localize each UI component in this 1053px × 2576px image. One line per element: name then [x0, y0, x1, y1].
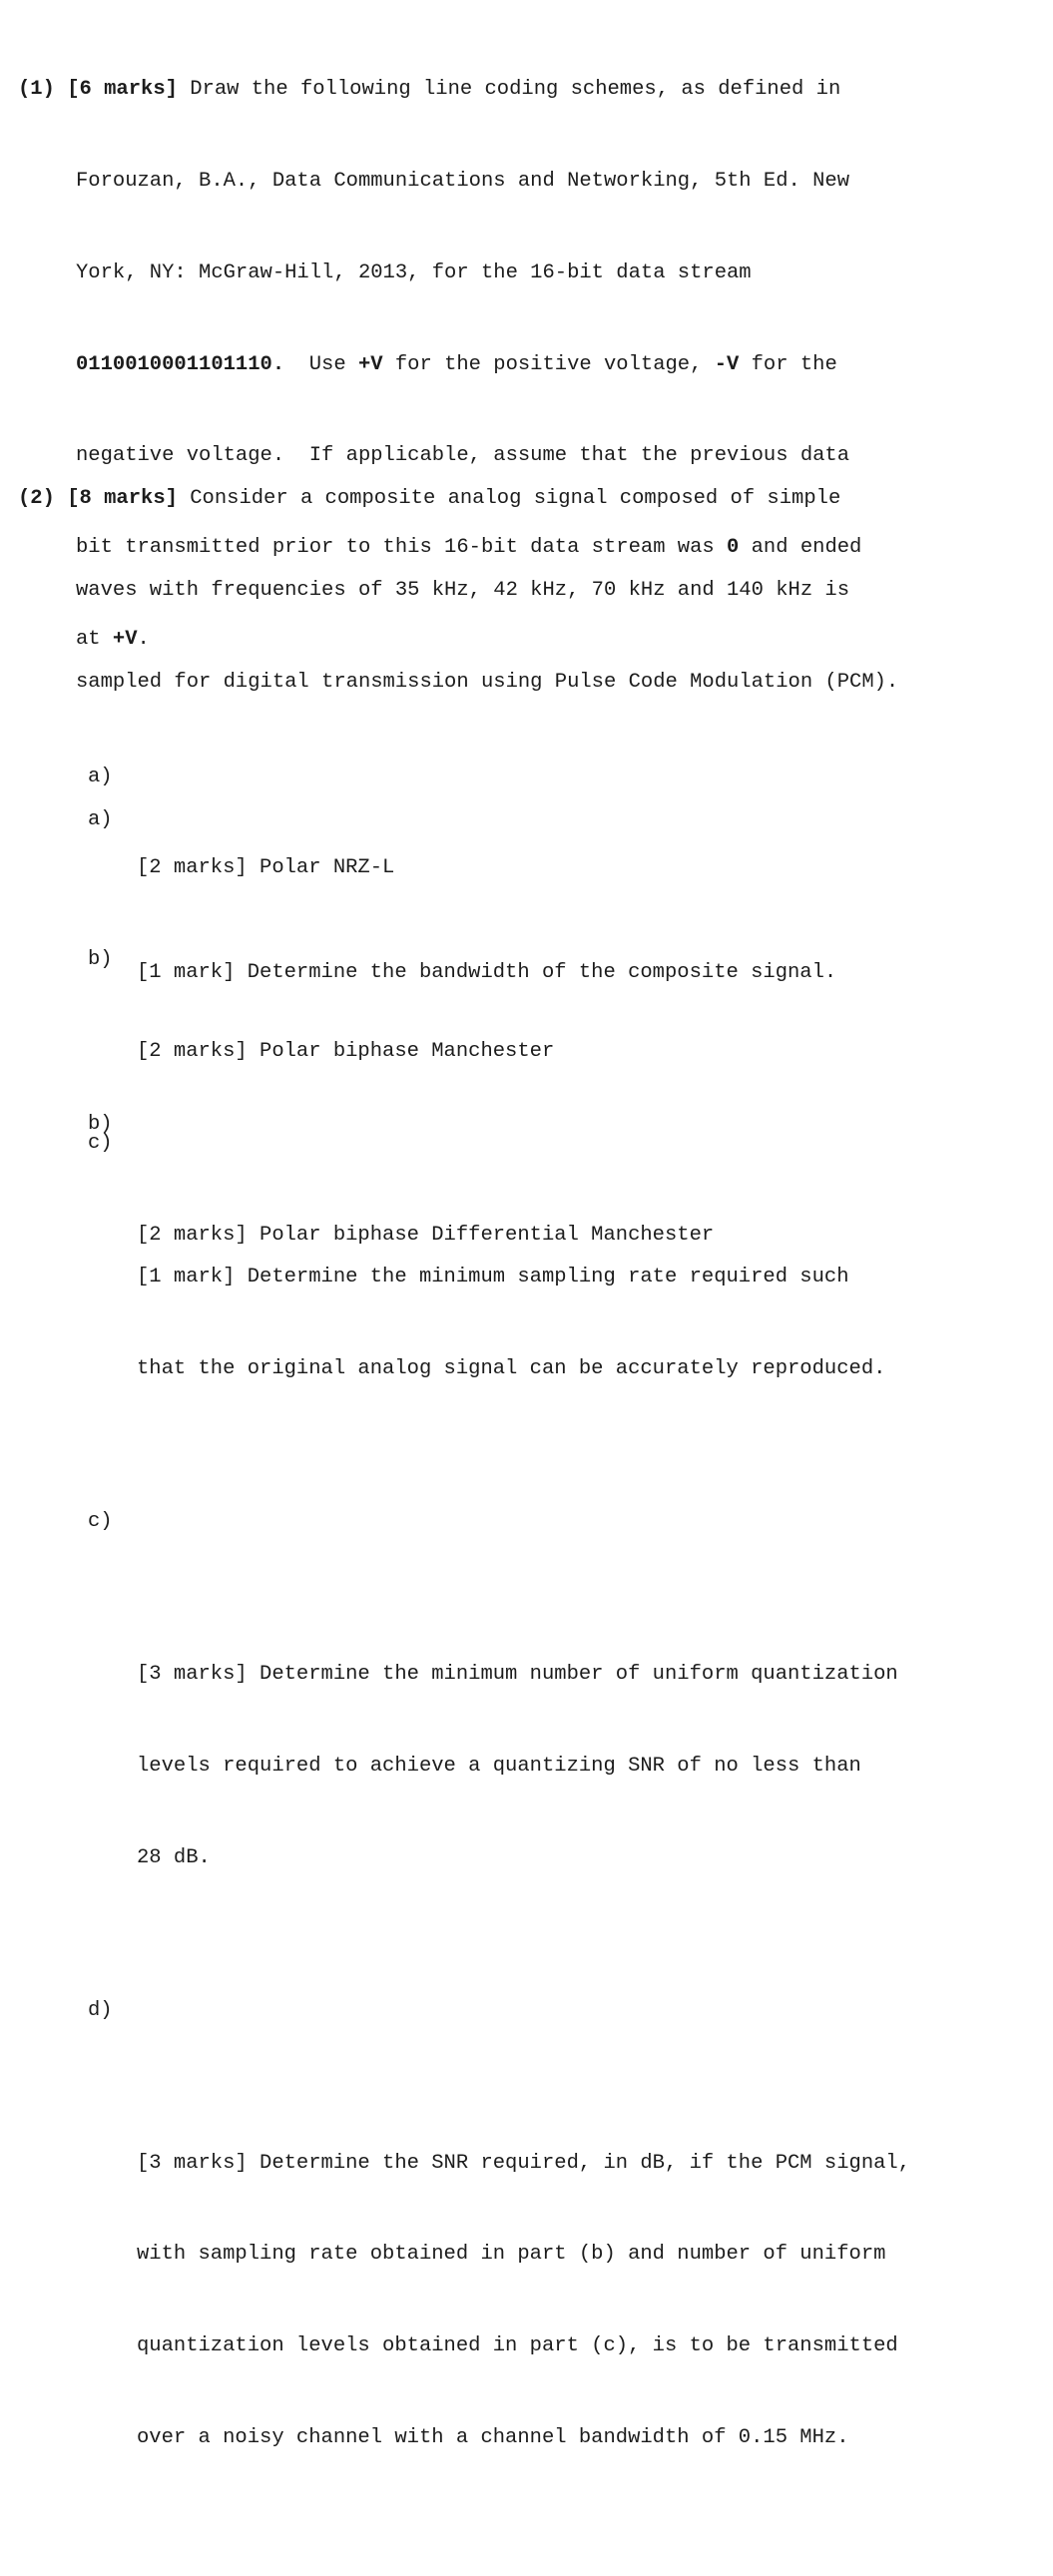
part-text: [2 marks] Polar biphase Manchester	[137, 1040, 555, 1063]
part-text: [3 marks] Determine the minimum number of uniform quantization	[137, 1663, 898, 1687]
part-text: [1 mark] Determine the bandwidth of the composite signal.	[137, 960, 837, 984]
part-label: a)	[88, 807, 113, 831]
question-2-line-2: waves with frequencies of 35 kHz, 42 kHz, 70 kHz and 140 kHz is	[76, 578, 850, 602]
part-label: a)	[88, 765, 113, 788]
part-text: [2 marks] Polar biphase Differential Manchester	[137, 1223, 715, 1247]
negative-voltage-symbol: -V	[714, 352, 740, 376]
question-2-number: (2)	[18, 487, 55, 511]
part-text: 28 dB.	[137, 1845, 211, 1869]
positive-voltage-symbol: +V	[357, 352, 383, 376]
question-1-marks: [6 marks]	[67, 78, 178, 102]
data-stream-bits: 0110010001101110.	[76, 352, 285, 376]
previous-bit-value: 0	[727, 536, 740, 560]
part-text: levels required to achieve a quantizing SNR of no less than	[137, 1754, 861, 1778]
part-label: c)	[88, 1131, 113, 1155]
part-label: b)	[88, 1113, 113, 1137]
question-2-part-b	[0, 1110, 1053, 1507]
question-2-part-d	[0, 1996, 1053, 2576]
ending-voltage-symbol: +V	[112, 627, 138, 651]
question-1-line-1: Draw the following line coding schemes, as defined in	[177, 78, 841, 102]
part-text: quantization levels obtained in part (c), is to be transmitted	[137, 2334, 898, 2358]
question-2	[0, 423, 1053, 2576]
part-label: d)	[88, 1998, 113, 2022]
question-1-number: (1)	[18, 78, 55, 102]
question-1-line-3: York, NY: McGraw-Hill, 2013, for the 16-bit data stream	[76, 260, 752, 284]
part-text: that the original analog signal can be accurately reproduced.	[137, 1357, 886, 1381]
question-2-part-c	[0, 1507, 1053, 1996]
question-2-prompt	[0, 423, 1053, 760]
question-2-marks: [8 marks]	[67, 487, 178, 511]
question-2-parts	[0, 805, 1053, 2576]
part-text: with sampling rate obtained in part (b) and number of uniform	[137, 2243, 886, 2267]
part-label: c)	[88, 1510, 113, 1534]
question-1-line-5: negative voltage. If applicable, assume that the previous data	[76, 444, 850, 468]
part-text: [1 mark] Determine the minimum sampling rate required such	[137, 1266, 849, 1289]
part-text: over a noisy channel with a channel bandwidth of 0.15 MHz.	[137, 2426, 849, 2449]
question-1-line-2: Forouzan, B.A., Data Communications and Networking, 5th Ed. New	[76, 169, 850, 193]
question-2-line-3: sampled for digital transmission using Pulse Code Modulation (PCM).	[76, 670, 899, 694]
question-2-part-a	[0, 805, 1053, 1111]
part-text: [3 marks] Determine the SNR required, in dB, if the PCM signal,	[137, 2151, 911, 2175]
question-2-line-1: Consider a composite analog signal composed of simple	[177, 487, 841, 511]
part-text: [2 marks] Polar NRZ-L	[137, 856, 395, 880]
question-1-prompt: (1) [6 marks] Draw the following line coding schemes, as defined in Forouzan, B.A., Data Communications and Networking, 5th Ed. New York, NY: McGraw-Hill, 2013, for the 16-bit data stream 0110010001101110. Use +V for the positive voltage, -V for the negative voltage. If applicable, assume that the previous data bit transmitted prior to this 16-bit data stream was 0 and ended at +V.	[0, 14, 1053, 717]
part-label: b)	[88, 948, 113, 972]
